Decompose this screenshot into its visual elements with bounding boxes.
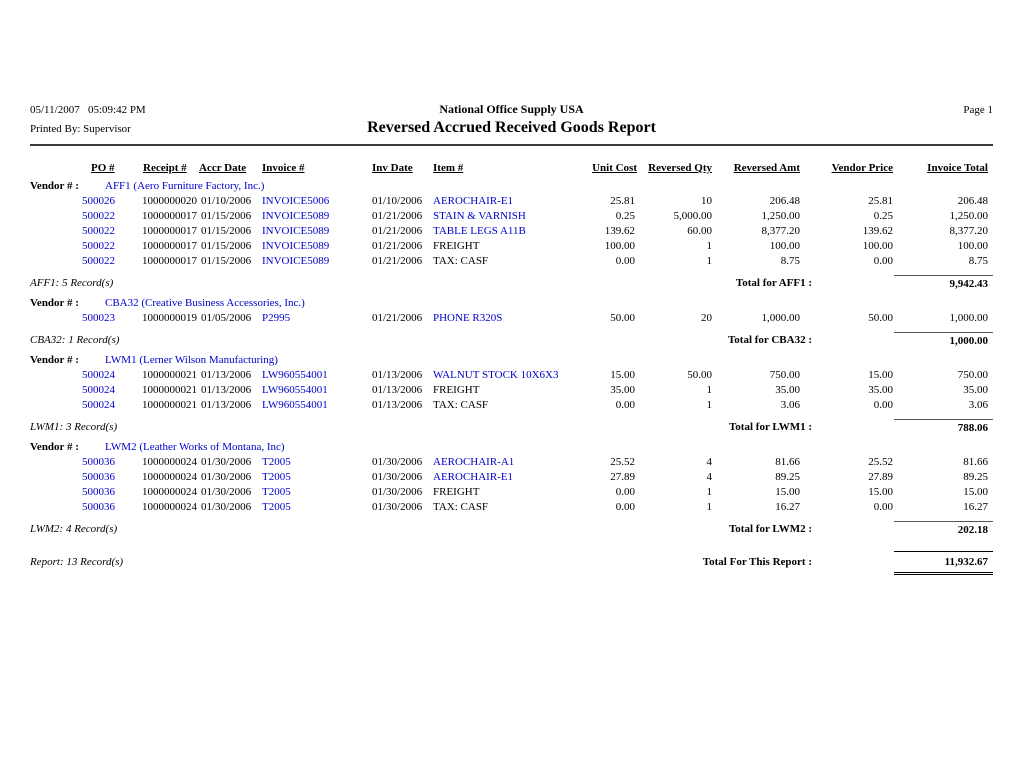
reversed-amt: 1,000.00	[761, 312, 800, 324]
vendor-record-count: CBA32: 1 Record(s)	[30, 334, 120, 346]
col-header-po: PO #	[91, 162, 115, 174]
vendor-row-lwm2	[30, 440, 993, 455]
vendor-price: 0.00	[873, 255, 893, 267]
inv-date: 01/21/2006	[372, 225, 423, 237]
inv-date: 01/13/2006	[372, 399, 423, 411]
unit-cost: 139.62	[604, 225, 635, 237]
item-number: TAX: CASF	[433, 399, 489, 411]
unit-cost: 25.81	[610, 195, 635, 207]
col-header-reversed-amt: Reversed Amt	[733, 162, 800, 174]
col-header-accr-date: Accr Date	[199, 162, 247, 174]
receipt-number: 1000000021	[142, 399, 197, 411]
accr-date: 01/30/2006	[201, 471, 252, 483]
unit-cost: 0.25	[615, 210, 635, 222]
invoice-number-link[interactable]: LW960554001	[262, 369, 328, 381]
table-row	[30, 398, 993, 413]
report-total-label: Total For This Report :	[702, 556, 812, 568]
reversed-amt: 3.06	[780, 399, 800, 411]
reversed-qty: 4	[706, 456, 712, 468]
invoice-total: 3.06	[968, 399, 988, 411]
vendor-name-link[interactable]: LWM1 (Lerner Wilson Manufacturing)	[105, 354, 278, 366]
vendor-price: 0.25	[873, 210, 893, 222]
po-number-link[interactable]: 500036	[82, 471, 115, 483]
inv-date: 01/30/2006	[372, 486, 423, 498]
vendor-subtotal-row-lwm1	[30, 419, 993, 436]
company-name: National Office Supply USA	[439, 102, 584, 116]
inv-date: 01/13/2006	[372, 369, 423, 381]
vendor-name-link[interactable]: AFF1 (Aero Furniture Factory, Inc.)	[105, 180, 265, 192]
inv-date: 01/21/2006	[372, 240, 423, 252]
report-total-value: 11,932.67	[894, 551, 993, 575]
inv-date: 01/30/2006	[372, 471, 423, 483]
po-number-link[interactable]: 500036	[82, 456, 115, 468]
invoice-number-link[interactable]: LW960554001	[262, 384, 328, 396]
item-number: FREIGHT	[433, 384, 480, 396]
invoice-number-link[interactable]: INVOICE5089	[262, 255, 330, 267]
inv-date: 01/30/2006	[372, 456, 423, 468]
col-header-inv-date: Inv Date	[372, 162, 413, 174]
receipt-number: 1000000021	[142, 384, 197, 396]
unit-cost: 15.00	[610, 369, 635, 381]
page-header-row-1	[30, 102, 993, 117]
receipt-number: 1000000017	[142, 255, 197, 267]
receipt-number: 1000000017	[142, 240, 197, 252]
accr-date: 01/10/2006	[201, 195, 252, 207]
vendor-price: 100.00	[862, 240, 893, 252]
po-number-link[interactable]: 500023	[82, 312, 115, 324]
invoice-number-link[interactable]: T2005	[262, 501, 291, 513]
vendor-price: 0.00	[873, 399, 893, 411]
reversed-amt: 35.00	[775, 384, 800, 396]
vendor-row-cba32	[30, 296, 993, 311]
col-header-reversed-qty: Reversed Qty	[648, 162, 712, 174]
unit-cost: 50.00	[610, 312, 635, 324]
report-record-count: Report: 13 Record(s)	[30, 556, 124, 568]
vendor-record-count: AFF1: 5 Record(s)	[30, 277, 114, 289]
table-row	[30, 368, 993, 383]
vendor-row-aff1	[30, 179, 993, 194]
invoice-total: 8,377.20	[949, 225, 988, 237]
col-header-receipt: Receipt #	[143, 162, 187, 174]
vendor-total-value: 202.18	[894, 521, 993, 538]
table-row	[30, 239, 993, 254]
invoice-number-link[interactable]: T2005	[262, 471, 291, 483]
col-header-invoice: Invoice #	[262, 162, 305, 174]
item-number: FREIGHT	[433, 486, 480, 498]
unit-cost: 100.00	[604, 240, 635, 252]
accr-date: 01/13/2006	[201, 384, 252, 396]
unit-cost: 0.00	[615, 501, 635, 513]
column-headers	[30, 162, 993, 177]
accr-date: 01/13/2006	[201, 399, 252, 411]
inv-date: 01/13/2006	[372, 384, 423, 396]
invoice-total: 8.75	[968, 255, 988, 267]
receipt-number: 1000000019	[142, 312, 197, 324]
page-header	[30, 102, 993, 137]
invoice-number-link[interactable]: LW960554001	[262, 399, 328, 411]
vendor-subtotal-row-cba32	[30, 332, 993, 349]
accr-date: 01/15/2006	[201, 240, 252, 252]
vendor-name-link[interactable]: LWM2 (Leather Works of Montana, Inc)	[105, 441, 285, 453]
reversed-qty: 1	[706, 486, 712, 498]
table-row	[30, 383, 993, 398]
vendor-price: 25.52	[868, 456, 893, 468]
reversed-qty: 1	[706, 240, 712, 252]
col-header-vendor-price: Vendor Price	[831, 162, 893, 174]
item-number-link[interactable]: AEROCHAIR-E1	[433, 471, 514, 483]
item-number-link[interactable]: WALNUT STOCK 10X6X3	[433, 369, 559, 381]
unit-cost: 0.00	[615, 486, 635, 498]
invoice-number-link[interactable]: INVOICE5089	[262, 225, 330, 237]
accr-date: 01/13/2006	[201, 369, 252, 381]
table-row	[30, 500, 993, 515]
reversed-qty: 50.00	[687, 369, 712, 381]
vendor-total-value: 788.06	[894, 419, 993, 436]
table-row	[30, 311, 993, 326]
accr-date: 01/05/2006	[201, 312, 252, 324]
receipt-number: 1000000020	[142, 195, 197, 207]
reversed-qty: 10	[701, 195, 712, 207]
invoice-number-link[interactable]: T2005	[262, 486, 291, 498]
table-row	[30, 224, 993, 239]
vendor-price: 15.00	[868, 369, 893, 381]
inv-date: 01/21/2006	[372, 210, 423, 222]
invoice-total: 750.00	[957, 369, 988, 381]
reversed-amt: 16.27	[775, 501, 800, 513]
invoice-total: 1,000.00	[949, 312, 988, 324]
receipt-number: 1000000024	[142, 486, 197, 498]
reversed-amt: 15.00	[775, 486, 800, 498]
unit-cost: 0.00	[615, 399, 635, 411]
vendor-total-label: Total for LWM1 :	[728, 421, 812, 433]
po-number-link[interactable]: 500024	[82, 369, 115, 381]
invoice-total: 89.25	[963, 471, 988, 483]
accr-date: 01/15/2006	[201, 210, 252, 222]
vendor-price: 139.62	[862, 225, 893, 237]
po-number-link[interactable]: 500036	[82, 501, 115, 513]
reversed-qty: 60.00	[687, 225, 712, 237]
reversed-qty: 1	[706, 399, 712, 411]
item-number: FREIGHT	[433, 240, 480, 252]
reversed-qty: 1	[706, 501, 712, 513]
accr-date: 01/30/2006	[201, 486, 252, 498]
printed-by: Printed By: Supervisor	[30, 123, 131, 135]
vendor-number-label: Vendor # :	[30, 297, 79, 309]
inv-date: 01/21/2006	[372, 312, 423, 324]
invoice-total: 16.27	[963, 501, 988, 513]
receipt-number: 1000000024	[142, 471, 197, 483]
table-row	[30, 455, 993, 470]
page-header-row-2	[30, 119, 993, 137]
vendor-name-link[interactable]: CBA32 (Creative Business Accessories, Inc.)	[105, 297, 305, 309]
invoice-total: 206.48	[957, 195, 988, 207]
inv-date: 01/21/2006	[372, 255, 423, 267]
vendor-price: 25.81	[868, 195, 893, 207]
header-divider	[30, 144, 993, 146]
unit-cost: 27.89	[610, 471, 635, 483]
report-title: Reversed Accrued Received Goods Report	[367, 119, 656, 136]
vendor-number-label: Vendor # :	[30, 180, 79, 192]
po-number-link[interactable]: 500024	[82, 384, 115, 396]
vendor-price: 35.00	[868, 384, 893, 396]
invoice-number-link[interactable]: P2995	[262, 312, 291, 324]
accr-date: 01/15/2006	[201, 255, 252, 267]
table-row	[30, 209, 993, 224]
vendor-number-label: Vendor # :	[30, 441, 79, 453]
unit-cost: 25.52	[610, 456, 635, 468]
accr-date: 01/15/2006	[201, 225, 252, 237]
item-number-link[interactable]: PHONE R320S	[433, 312, 503, 324]
reversed-amt: 8.75	[780, 255, 800, 267]
po-number-link[interactable]: 500022	[82, 255, 115, 267]
reversed-qty: 20	[701, 312, 712, 324]
table-row	[30, 254, 993, 269]
print-datetime: 05/11/2007 05:09:42 PM	[30, 104, 146, 116]
invoice-total: 100.00	[957, 240, 988, 252]
vendor-row-lwm1	[30, 353, 993, 368]
vendor-price: 15.00	[868, 486, 893, 498]
invoice-total: 15.00	[963, 486, 988, 498]
invoice-total: 1,250.00	[949, 210, 988, 222]
vendor-record-count: LWM1: 3 Record(s)	[30, 421, 118, 433]
invoice-total: 81.66	[963, 456, 988, 468]
receipt-number: 1000000024	[142, 456, 197, 468]
vendor-subtotal-row-aff1	[30, 275, 993, 292]
report-body	[30, 179, 993, 575]
vendor-number-label: Vendor # :	[30, 354, 79, 366]
invoice-total: 35.00	[963, 384, 988, 396]
po-number-link[interactable]: 500022	[82, 225, 115, 237]
invoice-number-link[interactable]: INVOICE5006	[262, 195, 330, 207]
col-header-unit-cost: Unit Cost	[592, 162, 637, 174]
reversed-amt: 100.00	[769, 240, 800, 252]
item-number-link[interactable]: STAIN & VARNISH	[433, 210, 526, 222]
po-number-link[interactable]: 500022	[82, 240, 115, 252]
po-number-link[interactable]: 500026	[82, 195, 115, 207]
item-number-link[interactable]: TABLE LEGS A11B	[433, 225, 526, 237]
reversed-amt: 81.66	[775, 456, 800, 468]
reversed-amt: 8,377.20	[761, 225, 800, 237]
vendor-price: 27.89	[868, 471, 893, 483]
reversed-amt: 750.00	[769, 369, 800, 381]
vendor-subtotal-row-lwm2	[30, 521, 993, 538]
col-header-invoice-total: Invoice Total	[927, 162, 988, 174]
invoice-number-link[interactable]: INVOICE5089	[262, 240, 330, 252]
page-number: Page 1	[963, 104, 994, 116]
reversed-qty: 5,000.00	[673, 210, 712, 222]
reversed-amt: 206.48	[769, 195, 800, 207]
item-number: TAX: CASF	[433, 255, 489, 267]
reversed-qty: 4	[706, 471, 712, 483]
vendor-price: 50.00	[868, 312, 893, 324]
inv-date: 01/30/2006	[372, 501, 423, 513]
po-number-link[interactable]: 500022	[82, 210, 115, 222]
receipt-number: 1000000024	[142, 501, 197, 513]
invoice-number-link[interactable]: INVOICE5089	[262, 210, 330, 222]
table-row	[30, 194, 993, 209]
vendor-total-label: Total for LWM2 :	[728, 523, 812, 535]
vendor-price: 0.00	[873, 501, 893, 513]
item-number-link[interactable]: AEROCHAIR-E1	[433, 195, 514, 207]
inv-date: 01/10/2006	[372, 195, 423, 207]
table-row	[30, 485, 993, 500]
invoice-number-link[interactable]: T2005	[262, 456, 291, 468]
reversed-amt: 89.25	[775, 471, 800, 483]
accr-date: 01/30/2006	[201, 456, 252, 468]
vendor-total-label: Total for AFF1 :	[735, 277, 812, 289]
reversed-qty: 1	[706, 255, 712, 267]
unit-cost: 35.00	[610, 384, 635, 396]
report-total-row	[30, 551, 993, 575]
table-row	[30, 470, 993, 485]
unit-cost: 0.00	[615, 255, 635, 267]
receipt-number: 1000000021	[142, 369, 197, 381]
reversed-amt: 1,250.00	[761, 210, 800, 222]
po-number-link[interactable]: 500024	[82, 399, 115, 411]
item-number: TAX: CASF	[433, 501, 489, 513]
reversed-qty: 1	[706, 384, 712, 396]
receipt-number: 1000000017	[142, 225, 197, 237]
item-number-link[interactable]: AEROCHAIR-A1	[433, 456, 515, 468]
accr-date: 01/30/2006	[201, 501, 252, 513]
po-number-link[interactable]: 500036	[82, 486, 115, 498]
col-header-item: Item #	[433, 162, 464, 174]
receipt-number: 1000000017	[142, 210, 197, 222]
vendor-total-label: Total for CBA32 :	[727, 334, 812, 346]
vendor-total-value: 1,000.00	[894, 332, 993, 349]
vendor-total-value: 9,942.43	[894, 275, 993, 292]
vendor-record-count: LWM2: 4 Record(s)	[30, 523, 118, 535]
